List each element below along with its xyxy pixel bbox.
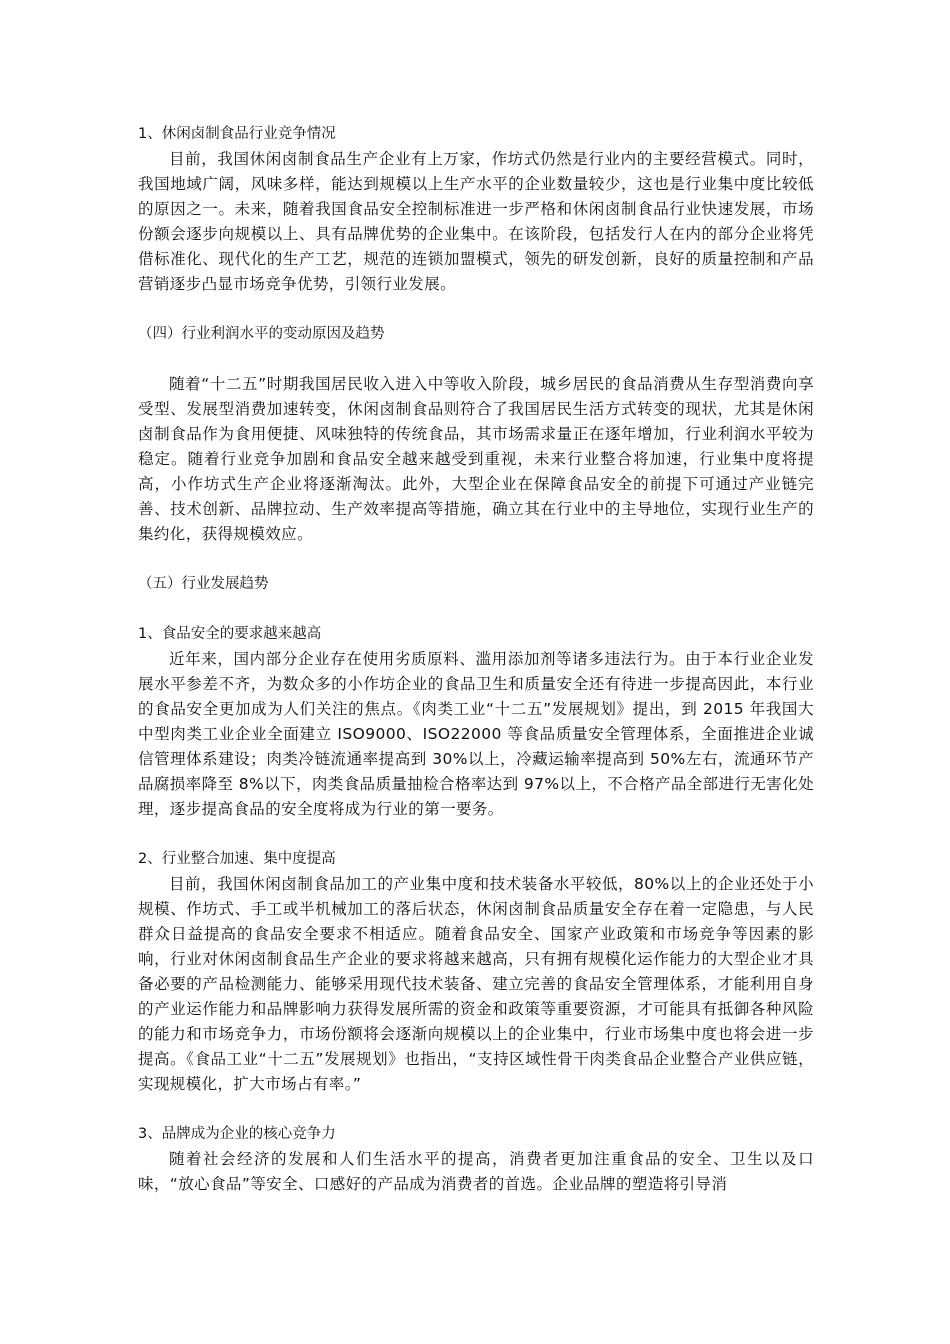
section-heading: 2、行业整合加速、集中度提高 <box>138 851 336 867</box>
section-paragraph: 随着“十二五”时期我国居民收入进入中等收入阶段，城乡居民的食品消费从生存型消费向享受型、发展型消费加速转变，休闲卤制食品则符合了我国居民生活方式转变的现状，尤其是休闲卤制食品作为食用便捷、风味独特的传统食品，其市场需求量正在逐年增加，行业利润水平较为稳定。随着行业竞争加剧和食品安全越来越受到重视，未来行业整合将加速，行业集中度将提高，小作坊式生产企业将逐渐淘汰。此外，大型企业在保障食品安全的前提下可通过产业链完善、技术创新、品牌拉动、生产效率提高等措施，确立其在行业中的主导地位，实现行业生产的集约化，获得规模效应。 <box>138 375 814 543</box>
section-food-safety <box>138 622 814 822</box>
section-heading: 1、休闲卤制食品行业竞争情况 <box>138 126 336 142</box>
section-paragraph: 近年来，国内部分企业存在使用劣质原料、滥用添加剂等诸多违法行为。由于本行业企业发展水平参差不齐，为数众多的小作坊企业的食品卫生和质量安全还有待进一步提高因此，本行业的食品安全更加成为人们关注的焦点。《肉类工业“十二五”发展规划》提出，到 2015 年我国大中型肉类工业企业全面建立 ISO9000、ISO22000 等食品质量安全管理体系，全面推进企业诚信管理体系建设；肉类冷链流通率提高到 30%以上，冷藏运输率提高到 50%左右，流通环节产品腐损率降至 8%以下，肉类食品质量抽检合格率达到 97%以上，不合格产品全部进行无害化处理，逐步提高食品的安全度将成为行业的第一要务。 <box>138 650 814 818</box>
section-heading: 3、品牌成为企业的核心竞争力 <box>138 1126 336 1142</box>
document-body <box>138 122 814 1197</box>
section-heading: （五）行业发展趋势 <box>138 576 269 592</box>
section-integration <box>138 847 814 1097</box>
section-competition <box>138 122 814 297</box>
section-paragraph: 随着社会经济的发展和人们生活水平的提高，消费者更加注重食品的安全、卫生以及口味，“放心食品”等安全、口感好的产品成为消费者的首选。企业品牌的塑造将引导消 <box>138 1150 814 1193</box>
section-heading: 1、食品安全的要求越来越高 <box>138 626 322 642</box>
section-brand <box>138 1122 814 1197</box>
section-paragraph: 目前，我国休闲卤制食品生产企业有上万家，作坊式仍然是行业内的主要经营模式。同时，我国地域广阔，风味多样，能达到规模以上生产水平的企业数量较少，这也是行业集中度比较低的原因之一。未来，随着我国食品安全控制标准进一步严格和休闲卤制食品行业快速发展，市场份额会逐步向规模以上、具有品牌优势的企业集中。在该阶段，包括发行人在内的部分企业将凭借标准化、现代化的生产工艺，规范的连锁加盟模式，领先的研发创新，良好的质量控制和产品营销逐步凸显市场竞争优势，引领行业发展。 <box>138 150 814 293</box>
section-profit-trend <box>138 322 814 547</box>
section-heading: （四）行业利润水平的变动原因及趋势 <box>138 326 385 342</box>
section-paragraph: 目前，我国休闲卤制食品加工的产业集中度和技术装备水平较低，80%以上的企业还处于小规模、作坊式、手工或半机械加工的落后状态，休闲卤制食品质量安全存在着一定隐患，与人民群众日益提高的食品安全要求不相适应。随着食品安全、国家产业政策和市场竞争等因素的影响，行业对休闲卤制食品生产企业的要求将越来越高，只有拥有规模化运作能力的大型企业才具备必要的产品检测能力、能够采用现代技术装备、建立完善的食品安全管理体系，才能利用自身的产业运作能力和品牌影响力获得发展所需的资金和政策等重要资源，才可能具有抵御各种风险的能力和市场竞争力，市场份额将会逐渐向规模以上的企业集中，行业市场集中度也将会进一步提高。《食品工业“十二五”发展规划》也指出，“支持区域性骨干肉类食品企业整合产业供应链，实现规模化，扩大市场占有率。” <box>138 875 814 1093</box>
section-development-trend <box>138 572 814 597</box>
